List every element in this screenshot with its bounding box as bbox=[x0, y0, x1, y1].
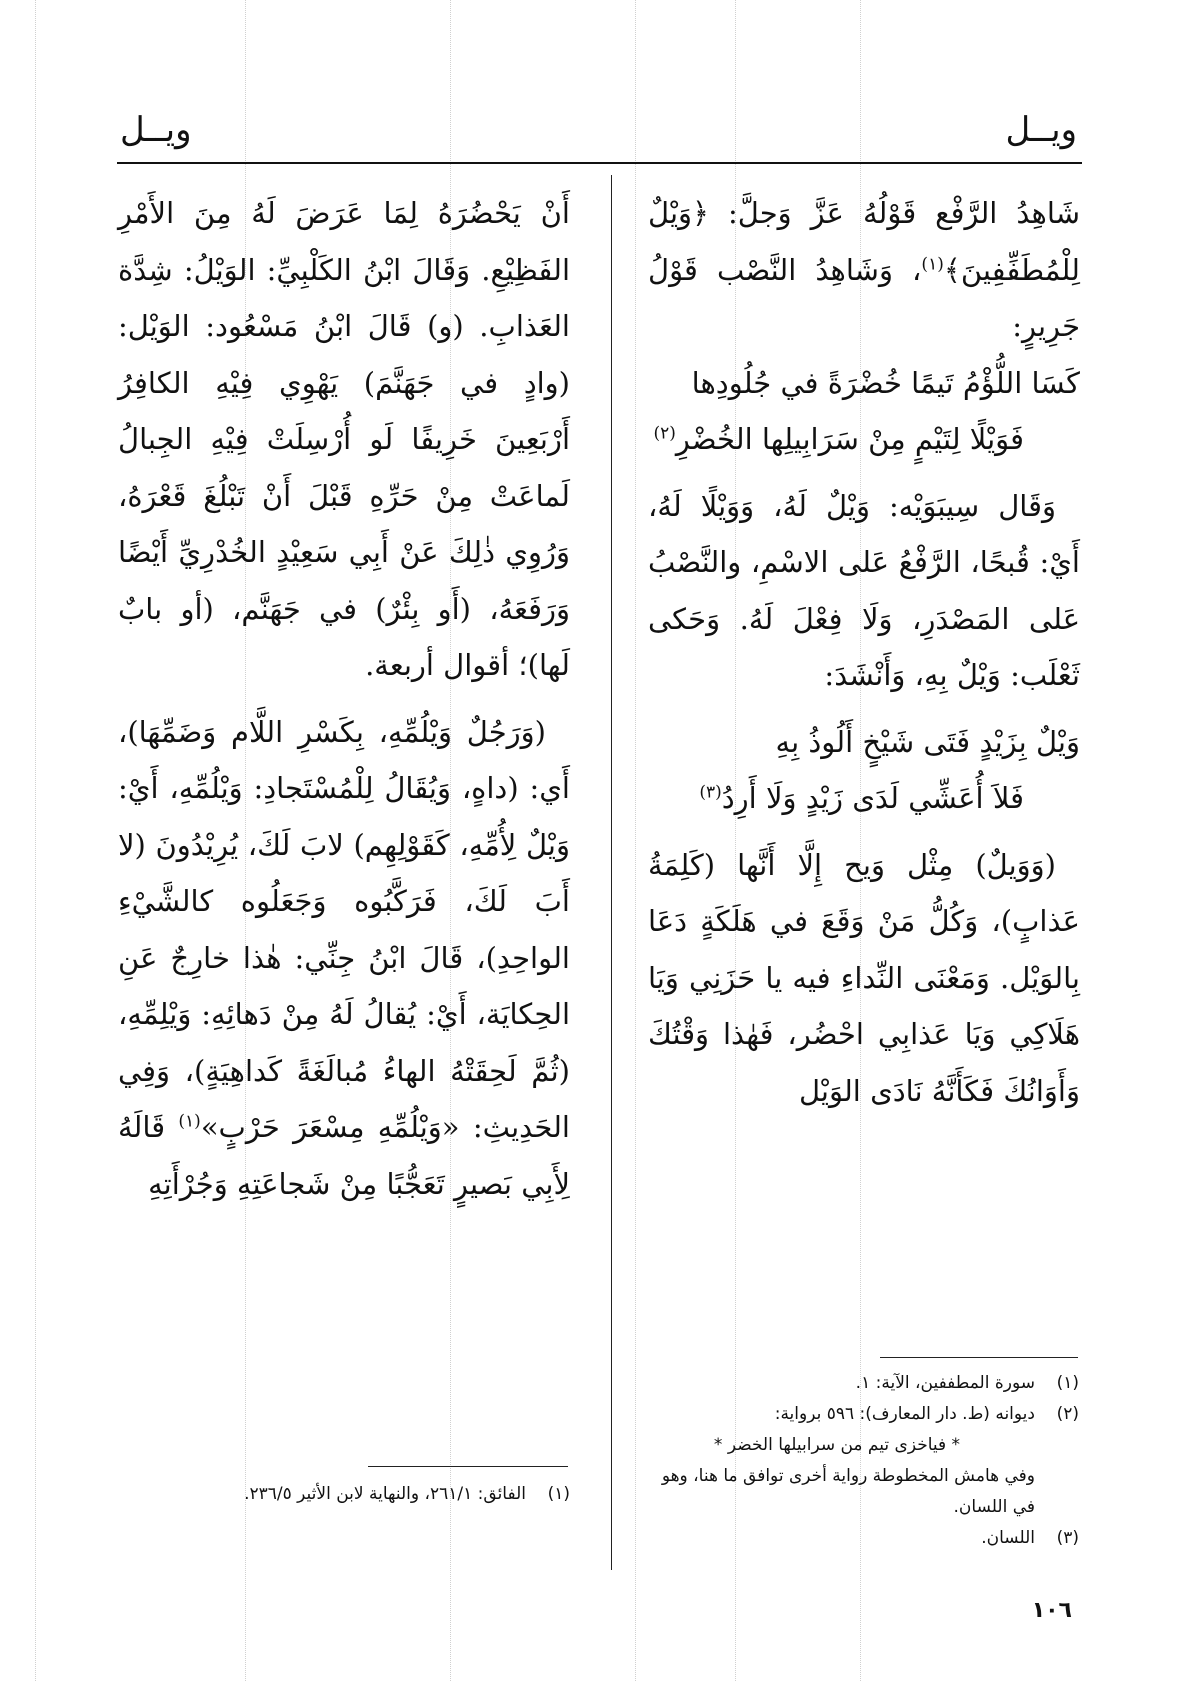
footnote: (٢)ديوانه (ط. دار المعارف): ٥٩٦ برواية: bbox=[774, 1404, 1079, 1424]
footnote-ref: (١) bbox=[921, 253, 944, 274]
footnote: (١)الفائق: ٢٦١/١، والنهاية لابن الأثير ٢٣٦/٥. bbox=[244, 1484, 570, 1504]
left-paragraph-2: (وَرَجُلٌ وَيْلُمِّهِ، بِكَسْرِ اللَّام وَضَمِّهَا)، أَي: (داهٍ، وَيُقَالُ لِلْمُسْتَجادِ: وَيْلُمِّهِ، أَيْ: وَيْلٌ لِأُمِّهِ، كَقَوْلِهِم) لابَ لَكَ، يُرِيْدُونَ (لا أَبَ لَكَ، فَرَكَّبُوه وَجَعَلُوه كالشَّيْءِ الواحِدِ)، قَالَ ابْنُ جِنِّي: هٰذا خارِجٌ عَنِ الحِكايَة، أَيْ: يُقالُ لَهُ مِنْ دَهائِهِ: وَيْلِمِّهِ، (ثُمَّ لَحِقَتْهُ الهاءُ مُبالَغَةً كَداهِيَةٍ)، وَفِي الحَدِيثِ: «وَيْلُمِّهِ مِسْعَرَ حَرْبٍ»$^{(١)}$ قَالَهُ لِأَبِي بَصيرٍ تَعَجُّبًا مِنْ شَجاعَتِهِ وَجُرْأَتِهِ bbox=[118, 714, 570, 1201]
footnote-ref: (٣) bbox=[699, 782, 722, 803]
footnote: (٣)اللسان. bbox=[981, 1528, 1079, 1548]
right-paragraph-1: شَاهِدُ الرَّفْع قَوْلُهُ عَزَّ وَجلَّ: ﴿وَيْلٌ لِلْمُطَفِّفِينَ﴾$^{(١)}$، وَشَاهِدُ النَّصْب قَوْلُ جَرِيرٍ: bbox=[648, 196, 1080, 343]
right-column bbox=[648, 185, 1080, 1119]
verse-2-hemistich-a: وَيْلٌ بِزَيْدٍ فَتَى شَيْخٍ أَلُوذُ بِهِ bbox=[775, 724, 1080, 759]
footnote: (١)سورة المطففين، الآية: ١. bbox=[855, 1373, 1079, 1393]
verse-1-hemistich-a: كَسَا اللُّؤْمُ تَيمًا خُضْرَةً في جُلُودِها bbox=[691, 365, 1080, 400]
footnote-ref: (٢) bbox=[653, 423, 676, 444]
page-number: ١٠٦ bbox=[1031, 1598, 1072, 1623]
footnotes-left bbox=[110, 1479, 570, 1510]
right-paragraph-3: (وَوَيلٌ) مِثْل وَيح إِلَّا أَنَّها (كَلِمَةُ عَذابٍ)، وَكُلُّ مَنْ وَقَعَ في هَلَكَةٍ دَعَا بِالوَيْل. وَمَعْنَى النِّداءِ فيه يا حَزَنِي وَيَا هَلَاكِي وَيَا عَذابِي احْضُر، فَهٰذا وَقْتُكَ وَأَوَانُكَ فَكَأَنَّهُ نَادَى الوَيْل bbox=[648, 847, 1080, 1108]
running-header-left: ويــل bbox=[120, 110, 192, 150]
footnotes-right bbox=[639, 1368, 1079, 1554]
footnote-rule-right bbox=[880, 1357, 1078, 1358]
running-header-right: ويــل bbox=[1005, 110, 1077, 150]
column-divider bbox=[611, 175, 612, 1570]
right-paragraph-2: وَقَال سِيبَوَيْه: وَيْلٌ لَهُ، وَوَيْلًا لَهُ، أَيْ: قُبحًا، الرَّفْعُ عَلى الاسْمِ، والنَّصْبُ عَلى المَصْدَرِ، وَلَا فِعْلَ لَهُ. وَحَكى ثَعْلَب: وَيْلٌ بِهِ، وَأَنْشَدَ: bbox=[648, 488, 1080, 692]
left-column bbox=[118, 185, 570, 1212]
footnote-verse: * فياخزى تيم من سرابيلها الخضر * bbox=[713, 1435, 961, 1455]
verse-1-hemistich-b: فَوَيْلًا لِتَيْمٍ مِنْ سَرَابِيلِها الخُضْرِ$^{(٢)}$ bbox=[653, 422, 1024, 456]
footnote-rule-left bbox=[368, 1466, 568, 1467]
scan-artifact-line bbox=[35, 0, 36, 1681]
scan-artifact-line bbox=[635, 0, 636, 1681]
verse-2-hemistich-b: فَلاَ أُعَشِّي لَدَى زَيْدٍ وَلَا أَرِدُ$^{(٣)}$ bbox=[699, 781, 1024, 815]
footnote-continuation: وفي هامش المخطوطة رواية أخرى توافق ما هنا، وهو في اللسان. bbox=[661, 1466, 1035, 1517]
left-paragraph-1: أَنْ يَحْضُرَهُ لِمَا عَرَضَ لَهُ مِنَ الأَمْرِ الفَظِيْعِ. وَقَالَ ابْنُ الكَلْبِيِّ: الوَيْلُ: شِدَّة العَذابِ. (و) قَالَ ابْنُ مَسْعُود: الوَيْل: (وادٍ في جَهَنَّمَ) يَهْوِي فِيْهِ الكافِرُ أَرْبَعِينَ خَرِيفًا لَو أُرْسِلَتْ فِيْهِ الجِبالُ لَماعَتْ مِنْ حَرِّهِ قَبْلَ أَنْ تَبْلُغَ قَعْرَهُ، وَرُوِي ذٰلِكَ عَنْ أَبِي سَعِيْدٍ الخُدْرِيِّ أَيْضًا وَرَفَعَهُ، (أَو بِئْرٌ) في جَهَنَّم، (أو بابٌ لَها)؛ أقوال أربعة. bbox=[118, 196, 570, 682]
footnote-ref: (١) bbox=[178, 1111, 201, 1132]
header-rule bbox=[117, 162, 1082, 164]
